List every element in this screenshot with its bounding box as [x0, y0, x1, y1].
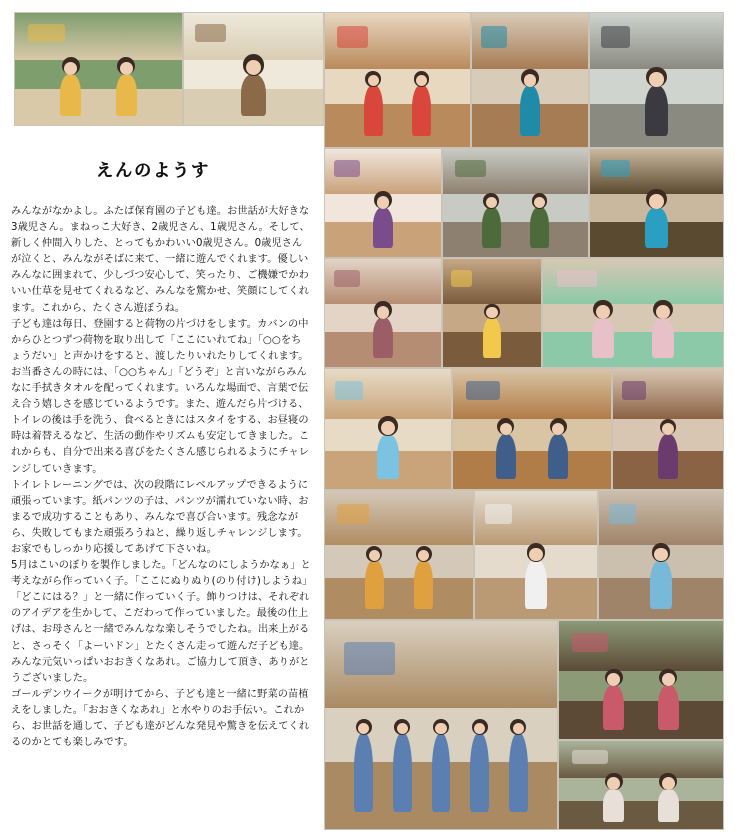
photo-decoration: [572, 750, 608, 764]
person-face: [486, 307, 497, 318]
person-figure: [509, 733, 528, 812]
boy-planting-photo: [589, 148, 724, 258]
koinobori-hall-photo: [324, 490, 474, 620]
paragraph: ゴールデンウイークが明けてから、子ども達と一緒に野菜の苗植えをしました。「おおきくなあれ」と水やりのお手伝い。これから、お世話を通して、子ども達がどんな発見や驚きを伝えてくれるのかとても楽しみです。: [11, 688, 310, 749]
photo-decoration: [485, 504, 512, 524]
person-face: [377, 306, 390, 319]
person-face: [607, 673, 620, 686]
person-face: [596, 305, 610, 319]
photo-decoration: [601, 26, 630, 47]
person-figure: [658, 789, 679, 822]
person-face: [64, 62, 77, 75]
garden-planting-photo: [558, 620, 724, 740]
person-figure: [496, 434, 516, 480]
person-face: [607, 777, 620, 790]
boy-craft-photo: [471, 12, 589, 148]
photo-decoration: [451, 270, 473, 287]
person-face: [120, 62, 133, 75]
person-face: [662, 777, 675, 790]
person-face: [662, 673, 675, 686]
paragraph: トイレトレーニングでは、次の段階にレベルアップできるように頑張っています。紙パンツの子は、パンツが濡れていない時、おまるで成功することもあり、みんなで喜び合います。残念ながら、失敗してもまた頑張ろうねと、繰り返しチャレンジします。お家でもしっかり応援してあげて下さいね。: [11, 479, 309, 555]
person-figure: [470, 733, 489, 812]
person-face: [656, 305, 670, 319]
person-face: [662, 423, 674, 435]
photo-floor: [325, 578, 473, 619]
person-figure: [414, 560, 433, 609]
photo-decoration: [609, 504, 636, 524]
person-figure: [354, 733, 373, 812]
teacher-child-indoor-photo: [324, 148, 442, 258]
person-figure: [412, 85, 430, 136]
person-figure: [482, 207, 500, 248]
person-figure: [373, 317, 394, 358]
toddler-koinobori-photo: [542, 258, 724, 368]
photo-decoration: [334, 160, 360, 177]
photo-decoration: [344, 642, 395, 675]
photo-floor: [15, 89, 182, 125]
person-figure: [548, 434, 568, 480]
photo-decoration: [335, 381, 363, 400]
person-face: [435, 723, 446, 734]
children-koinobori-hall-photo: [474, 490, 598, 620]
person-figure: [373, 207, 394, 248]
person-figure: [652, 317, 675, 358]
person-face: [246, 60, 261, 75]
baby-walker-photo: [589, 12, 724, 148]
photo-decoration: [572, 633, 608, 652]
person-figure: [483, 317, 501, 358]
photo-floor: [325, 104, 470, 147]
baby-watering-photo: [558, 740, 724, 830]
person-figure: [393, 733, 412, 812]
person-figure: [650, 560, 672, 609]
person-figure: [116, 74, 137, 117]
paragraph: みんながなかよし。ふたば保育園の子ども達。お世話が大好きな3歳児さん。まねっこ大好き、2歳児さん、1歳児さん。そして、新しく仲間入りした、とってもかわいい0歳児さん。0歳児さんが泣くと、みんながそばに来て、一緒に遊んでくれます。優しいみんなに囲まれて、少しづつ安心して、笑ったり、ご機嫌でかわいい仕草を見せてくれるなど、みんなを驚かせ、笑顔にしてくれます。これから、たくさん遊ぼうね。: [11, 206, 310, 314]
wall-decorations-photo: [183, 12, 324, 126]
girl-coloring-photo: [324, 368, 452, 490]
person-face: [524, 74, 537, 87]
paragraph: 5月はこいのぼりを製作しました。「どんなのにしようかなぁ」と考えながら作っていく子。「ここにぬりぬり(のり付け)しようね」「どこにはる？」と一緒に作っていく子。飾りつけは、それぞれのアイデアを生かして、こだわって作っていました。最後の仕上げは、お母さんと一緒でみんなな楽しそうでしたね。出来上がると、さっそく「よーいドン」とたくさん走って遊んだ子ども達。みんな元気いっぱいおおきくなあれ。ご協力して頂き、ありがとうございました。: [11, 560, 311, 684]
person-figure: [365, 560, 384, 609]
photo-decoration: [466, 381, 501, 400]
person-figure: [645, 207, 669, 248]
person-figure: [658, 685, 679, 730]
photo-decoration: [481, 26, 507, 47]
photo-decoration: [334, 270, 360, 287]
person-figure: [432, 733, 451, 812]
article-body: [11, 204, 311, 751]
photo-decoration: [337, 26, 369, 47]
person-figure: [60, 74, 81, 117]
hanging-craft-photo: [14, 12, 183, 126]
person-figure: [603, 685, 624, 730]
person-figure: [645, 85, 669, 136]
photo-decoration: [337, 504, 370, 524]
person-figure: [377, 434, 400, 480]
teacher-boy-craft-photo: [612, 368, 724, 490]
person-figure: [525, 560, 547, 609]
girl-koinobori-photo: [598, 490, 724, 620]
children-classroom-wide-photo: [452, 368, 612, 490]
person-face: [529, 548, 542, 561]
person-figure: [364, 85, 382, 136]
person-figure: [603, 789, 624, 822]
photo-decoration: [601, 160, 630, 177]
person-face: [500, 423, 512, 435]
photo-decoration: [455, 160, 487, 177]
children-classroom-photo: [324, 12, 471, 148]
photo-floor: [559, 801, 723, 829]
group-koinobori-photo: [324, 620, 558, 830]
girl-painting-photo: [442, 258, 542, 368]
photo-decoration: [195, 24, 226, 42]
photo-floor: [443, 222, 588, 257]
person-face: [381, 421, 395, 435]
photo-floor: [453, 451, 611, 489]
photo-decoration: [622, 381, 646, 400]
person-figure: [658, 434, 678, 480]
person-figure: [241, 74, 266, 117]
photo-floor: [559, 701, 723, 739]
photo-decoration: [28, 24, 65, 42]
person-face: [654, 548, 668, 562]
photo-floor: [543, 332, 723, 367]
paragraph: 子ども達は毎日、登園すると荷物の片づけをします。カバンの中からひとつずつ荷物を取り出して「ここにいれてね」「○○をちょうだい」と声かけをすると、渡したりいれたりしてくれます。お当番さんの時には、「○○ちゃん」「どうぞ」と言いながらみんなに手拭きタオルを配ってくれます。いろんな場面で、言葉で伝え合う嬉しさを感じているようです。また、遊んだら片づける、トイレの後は手を洗う、食べるときにはスタイをする、お昼寝の時は着替えるなど、生活の動作やリズムも安定してきました。これからも、自分で出来る喜びをたくさん感じられるようにチャレンジしていきます。: [11, 318, 310, 475]
person-figure: [520, 85, 541, 136]
person-face: [649, 194, 664, 209]
photo-decoration: [557, 270, 597, 287]
person-figure: [530, 207, 548, 248]
person-face: [649, 72, 664, 87]
person-face: [377, 196, 390, 209]
page-title: えんのようす: [96, 161, 210, 181]
teacher-hug-photo: [324, 258, 442, 368]
person-figure: [592, 317, 615, 358]
teacher-planting-photo: [442, 148, 589, 258]
